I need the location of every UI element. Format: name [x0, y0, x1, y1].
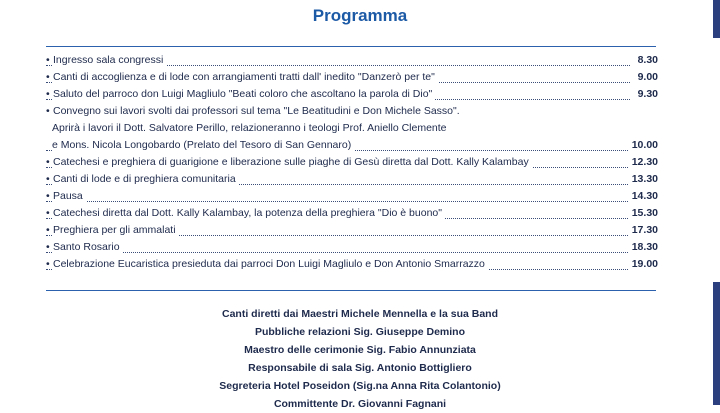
schedule-item-text: Catechesi diretta dal Dott. Kally Kalambay, la potenza della preghiera "Dio è buono"	[53, 205, 445, 222]
schedule-item	[46, 188, 658, 205]
schedule-item	[46, 154, 658, 171]
schedule-item-time: 10.00	[629, 137, 658, 154]
bullet-icon: •	[46, 258, 50, 270]
credits-block	[0, 305, 720, 413]
schedule-item-text: Catechesi e preghiera di guarigione e liberazione sulle piaghe di Gesù diretta dal Dott. Kally Kalambay	[53, 154, 532, 171]
schedule-item	[46, 171, 658, 188]
schedule-item-text: Canti di lode e di preghiera comunitaria	[53, 171, 239, 188]
schedule-item-time: 8.30	[635, 52, 658, 69]
schedule-item	[46, 103, 658, 120]
schedule-item	[46, 52, 658, 69]
bullet-icon: •	[46, 71, 50, 83]
dot-leader	[46, 201, 630, 202]
schedule-item-text: Convegno sui lavori svolti dai professori sul tema "Le Beatitudini e Don Michele Sasso".	[53, 103, 463, 120]
schedule-item-time: 9.00	[635, 69, 658, 86]
schedule-item-text: Canti di accoglienza e di lode con arrangiamenti tratti dall' inedito "Danzerò per te"	[53, 69, 438, 86]
bullet-icon: •	[46, 190, 50, 202]
schedule-item	[46, 137, 658, 154]
bullet-icon: •	[46, 88, 50, 100]
bullet-icon: •	[46, 156, 50, 168]
schedule-item-time: 14.30	[629, 188, 658, 205]
page-title: Programma	[312, 6, 408, 25]
schedule-item-text: e Mons. Nicola Longobardo (Prelato del Tesoro di San Gennaro)	[52, 137, 354, 154]
schedule-item-time: 19.00	[629, 256, 658, 273]
bullet-icon: •	[46, 224, 50, 236]
schedule-item-time: 12.30	[629, 154, 658, 171]
schedule-list	[46, 52, 658, 273]
schedule-item-text: Celebrazione Eucaristica presieduta dai parroci Don Luigi Magliulo e Don Antonio Smarrazzo	[53, 256, 488, 273]
bullet-icon: •	[46, 54, 50, 66]
dot-leader	[46, 252, 630, 253]
credit-line: Committente Dr. Giovanni Fagnani	[273, 398, 447, 410]
schedule-item-text: Pausa	[53, 188, 86, 205]
schedule-item	[46, 69, 658, 86]
schedule-item-text: Santo Rosario	[53, 239, 123, 256]
schedule-item	[46, 222, 658, 239]
credit-line: Pubbliche relazioni Sig. Giuseppe Demino	[254, 326, 466, 338]
schedule-item	[46, 86, 658, 103]
credit-line: Maestro delle cerimonie Sig. Fabio Annunziata	[244, 344, 476, 356]
schedule-item-text: Ingresso sala congressi	[53, 52, 166, 69]
schedule-item-text: Preghiera per gli ammalati	[53, 222, 179, 239]
schedule-item-time: 18.30	[629, 239, 658, 256]
credit-line: Canti diretti dai Maestri Michele Mennella e la sua Band	[222, 308, 498, 320]
schedule-item	[46, 256, 658, 273]
bottom-divider	[46, 290, 656, 291]
schedule-item-text: Aprirà i lavori il Dott. Salvatore Perillo, relazioneranno i teologi Prof. Aniello Clemente	[52, 120, 450, 137]
schedule-item-time: 13.30	[629, 171, 658, 188]
schedule-item-time: 9.30	[635, 86, 658, 103]
bullet-icon: •	[46, 207, 50, 219]
schedule-item-text: Saluto del parroco don Luigi Magliulo "Beati coloro che ascoltano la parola di Dio"	[53, 86, 435, 103]
credit-line: Responsabile di sala Sig. Antonio Bottigliero	[248, 362, 472, 374]
schedule-item	[46, 120, 658, 137]
bullet-icon: •	[46, 241, 50, 253]
credit-line: Segreteria Hotel Poseidon (Sig.na Anna Rita Colantonio)	[219, 380, 501, 392]
schedule-item-time: 17.30	[629, 222, 658, 239]
top-divider	[46, 46, 656, 47]
schedule-item-time: 15.30	[629, 205, 658, 222]
bullet-icon: •	[46, 105, 50, 117]
schedule-item	[46, 239, 658, 256]
bullet-icon: •	[46, 173, 50, 185]
schedule-item	[46, 205, 658, 222]
